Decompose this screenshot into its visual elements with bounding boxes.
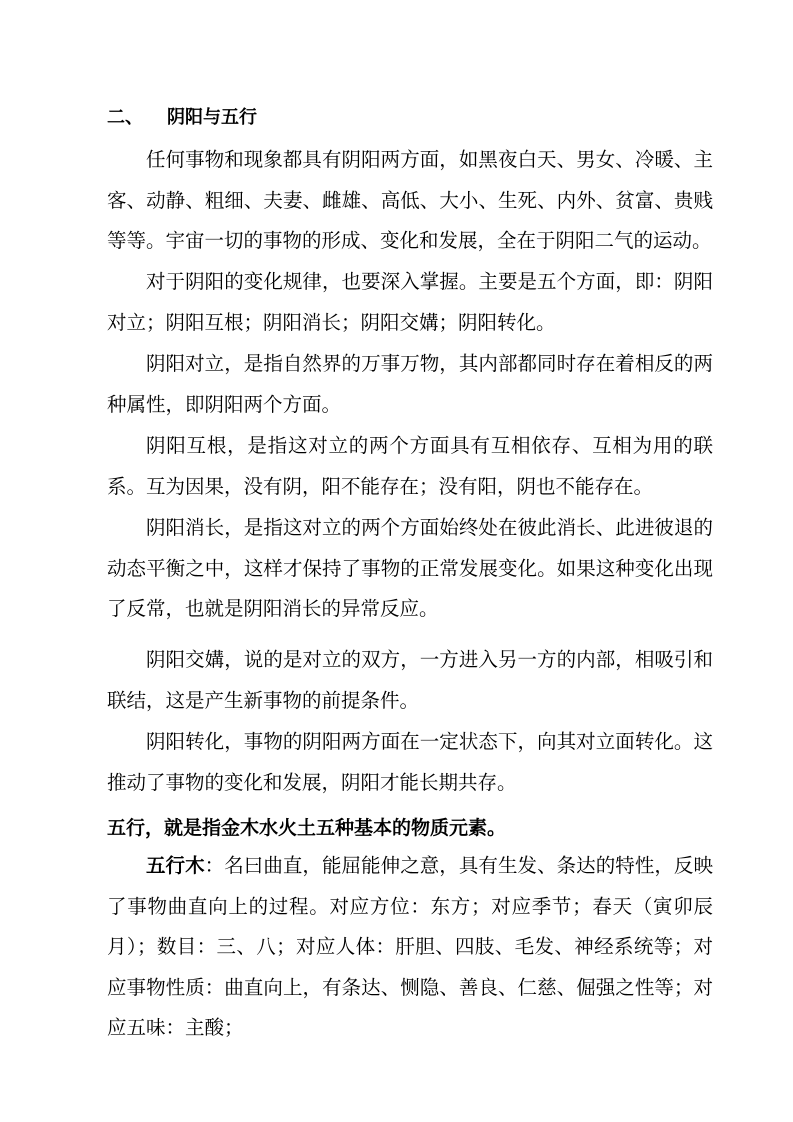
paragraph-yinyang-union: 阴阳交媾，说的是对立的双方，一方进入另一方的内部，相吸引和联结，这是产生新事物的前提条件。: [107, 648, 713, 712]
paragraph-wuxing-wood: [107, 846, 713, 1049]
paragraph-yinyang-overview: 任何事物和现象都具有阴阳两方面，如黑夜白天、男女、冷暖、主客、动静、粗细、夫妻、雌雄、高低、大小、生死、内外、贫富、贵贱等等。宇宙一切的事物的形成、变化和发展，全在于阴阳二气的运动。: [107, 148, 713, 252]
section-heading: [107, 104, 257, 132]
paragraph-yinyang-transformation: 阴阳转化，事物的阴阳两方面在一定状态下，向其对立面转化。这推动了事物的变化和发展，阴阳才能长期共存。: [107, 730, 713, 794]
section-title: 阴阳与五行: [167, 107, 257, 128]
section-number: 二、: [107, 107, 143, 128]
paragraph-yinyang-interdependence: 阴阳互根，是指这对立的两个方面具有互相依存、互相为用的联系。互为因果，没有阴，阳不能存在；没有阳，阴也不能存在。: [107, 434, 713, 498]
wuxing-definition: 五行，就是指金木水火土五种基本的物质元素。: [107, 817, 507, 839]
paragraph-yinyang-opposition: 阴阳对立，是指自然界的万事万物，其内部都同时存在着相反的两种属性，即阴阳两个方面。: [107, 352, 713, 416]
paragraph-yinyang-laws: 对于阴阳的变化规律，也要深入掌握。主要是五个方面，即：阴阳对立；阴阳互根；阴阳消长；阴阳交媾；阴阳转化。: [107, 270, 713, 334]
paragraph-yinyang-waxing-waning: 阴阳消长，是指这对立的两个方面始终处在彼此消长、此进彼退的动态平衡之中，这样才保持了事物的正常发展变化。如果这种变化出现了反常，也就是阴阳消长的异常反应。: [107, 516, 713, 620]
wood-description: ：名曰曲直，能屈能伸之意，具有生发、条达的特性，反映了事物曲直向上的过程。对应方位：东方；对应季节；春天（寅卯辰月）；数目：三、八；对应人体：肝胆、四肢、毛发、神经系统等；对应事物性质：曲直向上，有条达、恻隐、善良、仁慈、倔强之性等；对应五味：主酸；: [107, 854, 713, 1039]
wood-label: 五行木: [146, 854, 205, 877]
